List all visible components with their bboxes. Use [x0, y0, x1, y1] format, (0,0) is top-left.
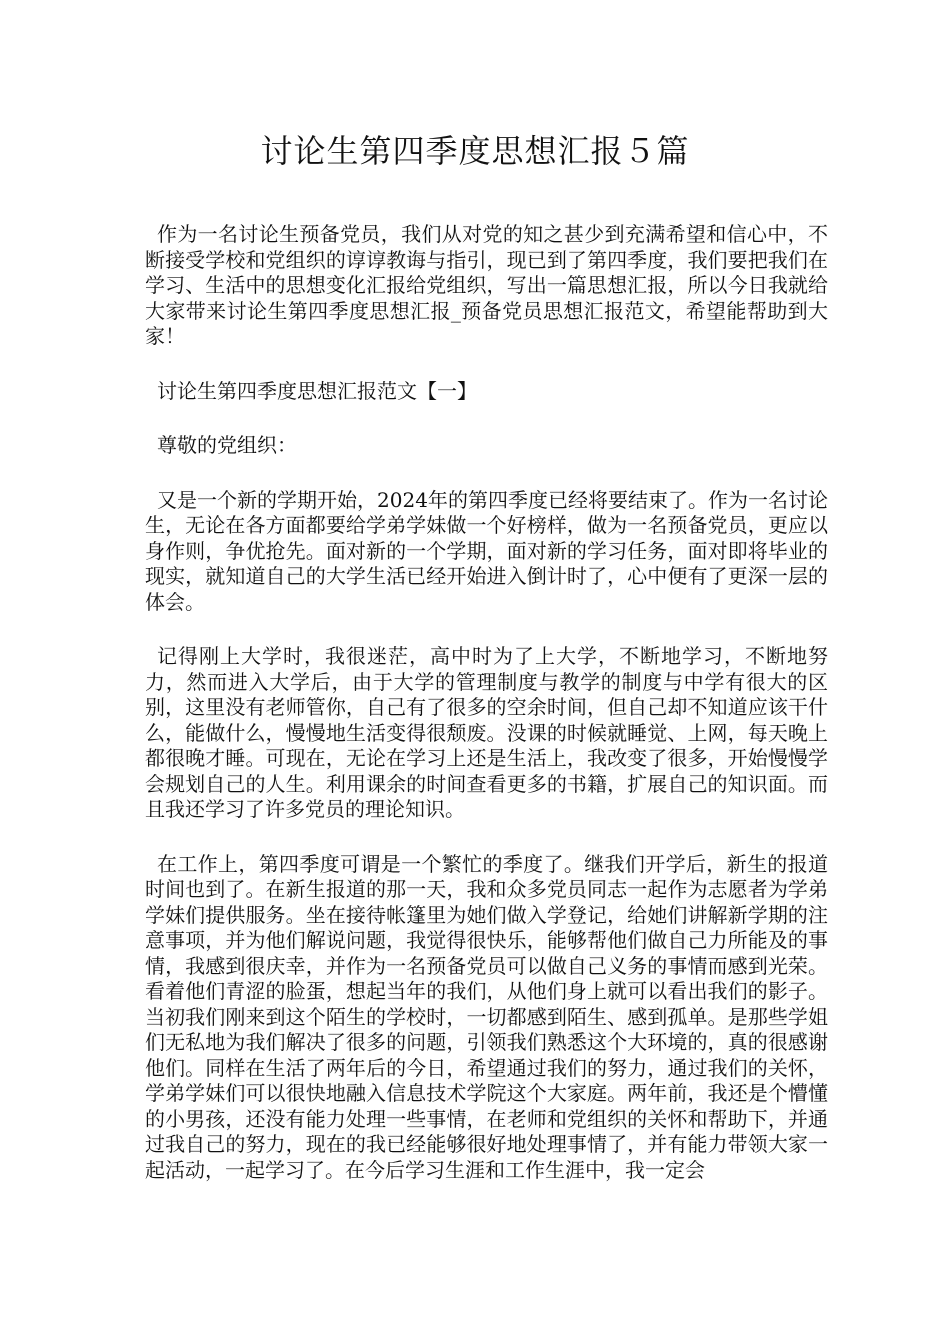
section-heading: 讨论生第四季度思想汇报范文【一】 [157, 378, 477, 403]
document-body [145, 222, 828, 1212]
intro-paragraph: 作为一名讨论生预备党员，我们从对党的知之甚少到充满希望和信心中，不断接受学校和党组织的谆谆教诲与指引，现已到了第四季度，我们要把我们在学习、生活中的思想变化汇报给党组织，写出一篇思想汇报，所以今日我就给大家带来讨论生第四季度思想汇报_预备党员思想汇报范文，希望能帮助到大家！ [145, 222, 828, 348]
salutation: 尊敬的党组织： [157, 433, 297, 457]
body-paragraph-3: 在工作上，第四季度可谓是一个繁忙的季度了。继我们开学后，新生的报道时间也到了。在新生报道的那一天，我和众多党员同志一起作为志愿者为学弟学妹们提供服务。坐在接待帐篷里为她们做入学登记，给她们讲解新学期的注意事项，并为他们解说问题，我觉得很快乐，能够帮他们做自己力所能及的事情，我感到很庆幸，并作为一名预备党员可以做自己义务的事情而感到光荣。看着他们青涩的脸蛋，想起当年的我们，从他们身上就可以看出我们的影子。当初我们刚来到这个陌生的学校时，一切都感到陌生、感到孤单。是那些学姐们无私地为我们解决了很多的问题，引领我们熟悉这个大环境的，真的很感谢他们。同样在生活了两年后的今日，希望通过我们的努力，通过我们的关怀，学弟学妹们可以很快地融入信息技术学院这个大家庭。两年前，我还是个懵懂的小男孩，还没有能力处理一些事情，在老师和党组织的关怀和帮助下，并通过我自己的努力，现在的我已经能够很好地处理事情了，并有能力带领大家一起活动，一起学习了。在今后学习生涯和工作生涯中，我一定会 [145, 851, 828, 1182]
document-title: 讨论生第四季度思想汇报５篇 [260, 132, 690, 170]
body-paragraph-2: 记得刚上大学时，我很迷茫，高中时为了上大学，不断地学习，不断地努力，然而进入大学后，由于大学的管理制度与教学的制度与中学有很大的区别，这里没有老师管你，自己有了很多的空余时间，但自己却不知道应该干什么，能做什么，慢慢地生活变得很颓废。没课的时候就睡觉、上网，每天晚上都很晚才睡。可现在，无论在学习上还是生活上，我改变了很多，开始慢慢学会规划自己的人生。利用课余的时间查看更多的书籍，扩展自己的知识面。而且我还学习了许多党员的理论知识。 [145, 644, 828, 821]
body-paragraph-1: 又是一个新的学期开始，2024年的第四季度已经将要结束了。作为一名讨论生，无论在各方面都要给学弟学妹做一个好榜样，做为一名预备党员，更应以身作则，争优抢先。面对新的一个学期，面对新的学习任务，面对即将毕业的现实，就知道自己的大学生活已经开始进入倒计时了，心中便有了更深一层的体会。 [145, 487, 828, 614]
